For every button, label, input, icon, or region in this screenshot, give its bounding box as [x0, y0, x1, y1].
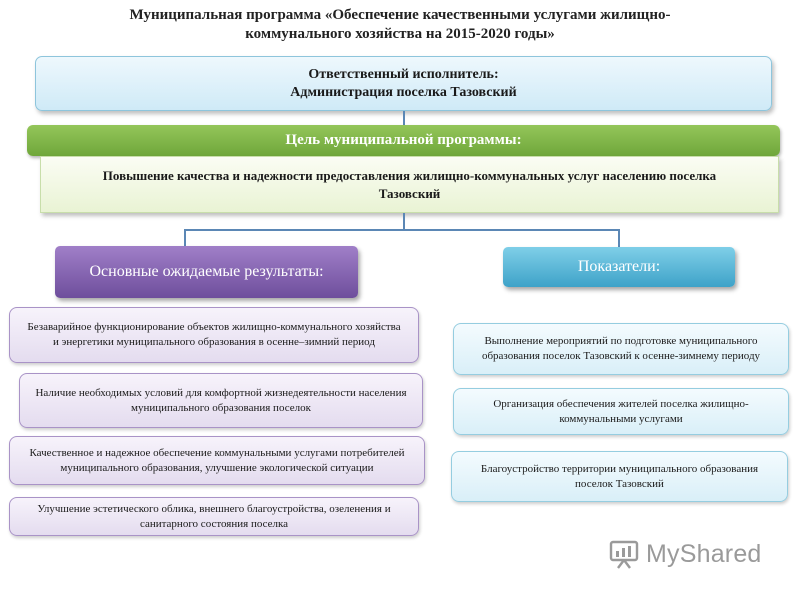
indicator-item-text: Благоустройство территории муниципального образования поселок Тазовский — [480, 462, 759, 490]
result-item-text: Безаварийное функционирование объектов жилищно-коммунального хозяйства и энергетики муниципального образования в осенне–зимний период — [27, 321, 401, 348]
expected-results-header — [55, 246, 358, 298]
connector-responsible-goal — [403, 111, 405, 125]
goal-header: Цель муниципальной программы: — [285, 132, 522, 148]
indicator-item-text: Выполнение мероприятий по подготовке муниципального образования поселок Тазовский к осенне-зимнему периоду — [481, 335, 761, 362]
watermark-text: MyShared — [646, 539, 762, 568]
goal-description-box — [40, 156, 779, 213]
presentation-board-icon — [608, 538, 640, 570]
connector-horizontal — [184, 229, 620, 231]
expected-results-label: Основные ожидаемые результаты: — [89, 263, 324, 280]
indicator-item — [453, 323, 789, 375]
goal-text: Повышение качества и надежности предоставления жилищно-коммунальных услуг населению поселка Тазовский — [102, 167, 717, 201]
indicators-label: Показатели: — [577, 258, 661, 275]
indicator-item — [451, 451, 788, 502]
slide-title-line1: Муниципальная программа «Обеспечение качественными услугами жилищно- — [129, 7, 671, 23]
result-item-text: Наличие необходимых условий для комфортной жизнедеятельности населения муниципального образования поселок — [35, 386, 407, 414]
indicator-item-text: Организация обеспечения жителей поселка жилищно-коммунальными услугами — [493, 397, 749, 425]
result-item — [9, 307, 419, 363]
result-item-text: Качественное и надежное обеспечение коммунальными услугами потребителей муниципального образования, улучшение экологической ситуации — [29, 446, 405, 474]
result-item-text: Улучшение эстетического облика, внешнего благоустройства, озеленения и санитарного состояния поселка — [37, 502, 391, 530]
connector-left-branch — [184, 229, 186, 246]
responsible-value: Администрация поселка Тазовский — [290, 84, 517, 100]
slide-title — [40, 6, 760, 44]
watermark-logo — [608, 536, 768, 572]
connector-right-branch — [618, 229, 620, 247]
indicator-item — [453, 388, 789, 435]
indicators-header — [503, 247, 735, 287]
result-item — [19, 373, 423, 428]
goal-header-bar — [27, 125, 780, 156]
responsible-executor-box — [35, 56, 772, 111]
connector-goal-down — [403, 213, 405, 230]
slide-title-line2: коммунального хозяйства на 2015-2020 годы» — [245, 26, 555, 42]
result-item — [9, 436, 425, 485]
responsible-label: Ответственный исполнитель: — [308, 66, 499, 82]
result-item — [9, 497, 419, 536]
